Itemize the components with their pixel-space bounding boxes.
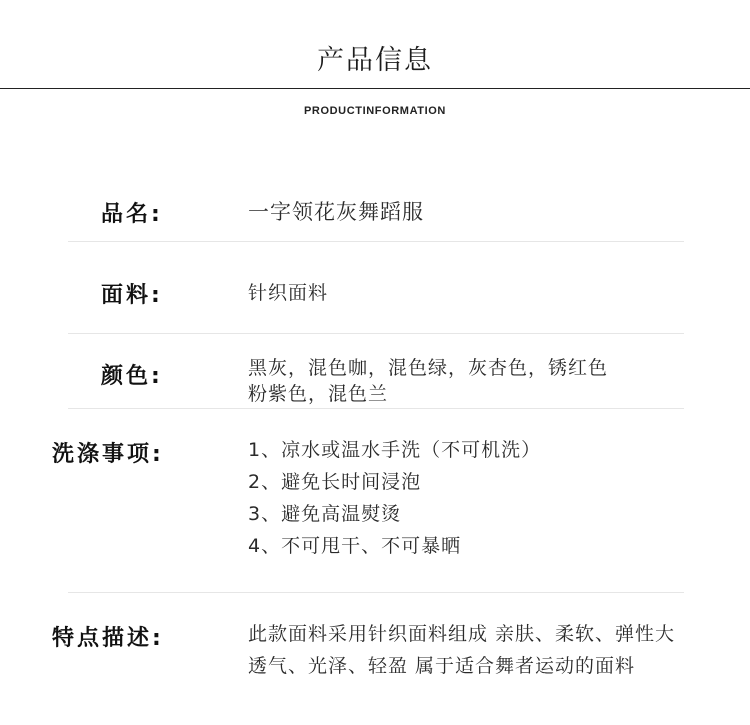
row-divider [68, 408, 684, 409]
care-label: 洗涤事项: [52, 442, 164, 467]
row-divider [68, 592, 684, 593]
page-subtitle: PRODUCTINFORMATION [304, 105, 446, 117]
row-divider [68, 241, 684, 242]
product-name-label: 品名: [101, 202, 163, 227]
features-value [248, 618, 675, 682]
care-list [248, 434, 541, 562]
list-item: 4、不可甩干、不可暴晒 [248, 535, 462, 557]
color-label: 颜色: [101, 364, 163, 389]
list-item: 1、凉水或温水手洗（不可机洗） [248, 439, 542, 461]
page-title: 产品信息 [317, 45, 433, 76]
title-divider [0, 88, 750, 89]
product-name-value: 一字领花灰舞蹈服 [248, 200, 424, 224]
list-item: 2、避免长时间浸泡 [248, 471, 422, 493]
features-line: 透气、光泽、轻盈 属于适合舞者运动的面料 [248, 655, 636, 677]
features-line: 此款面料采用针织面料组成 亲肤、柔软、弹性大 [248, 623, 676, 645]
fabric-label: 面料: [101, 283, 163, 308]
color-line: 黑灰，混色咖，混色绿，灰杏色，锈红色 [248, 357, 609, 379]
color-line: 粉紫色，混色兰 [248, 383, 389, 405]
row-divider [68, 333, 684, 334]
color-value [248, 355, 608, 407]
list-item: 3、避免高温熨烫 [248, 503, 402, 525]
fabric-value: 针织面料 [248, 282, 329, 304]
features-label: 特点描述: [52, 626, 164, 651]
